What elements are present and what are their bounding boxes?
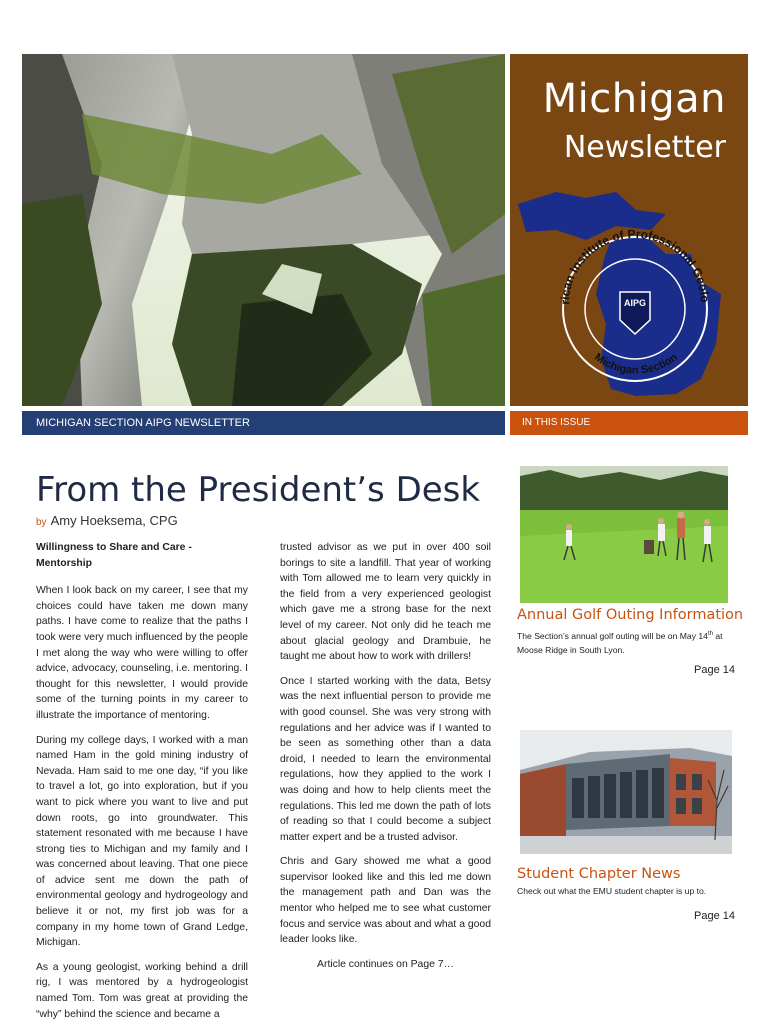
article-paragraph: Chris and Gary showed me what a good supervisor looked like and this led me down the management path and Dan was the mentor who helped me to see what customer focus and service was about and what a good leader looks like. xyxy=(280,856,491,946)
newsletter-title: Michigan xyxy=(542,76,726,122)
hero-photo-rock-arch xyxy=(22,54,505,406)
newsletter-subtitle: Newsletter xyxy=(563,130,726,165)
logo-bottom-text: Michigan Section xyxy=(592,351,680,377)
article-paragraph: trusted advisor as we put in over 400 soil borings to site a landfill. That year of working with Tom allowed me to learn very quickly in the field from a very experienced geologist which gave me a strong base for the next level of my career. Not only did he teach me about glacial geology and Drambuie, he taught me about how to work with drillers! xyxy=(280,542,491,663)
logo-center-text: AIPG xyxy=(623,298,647,308)
student-chapter-heading: Student Chapter News xyxy=(517,866,681,882)
article-paragraph: Once I started working with the data, Betsy was the next influential person to provide me with good counsel. She was very strong with regulations and her advice was if I wanted to be seen as something other than a data droid, I needed to learn the environmental regulations, how they applied to the work I was doing and how to help clients meet the regulations. This led me down the path of lots of reading so that I could become a subject matter expert and be a trusted advisor. xyxy=(280,675,491,843)
section-bar-in-this-issue: IN THIS ISSUE xyxy=(510,411,748,435)
student-page-reference: Page 14 xyxy=(694,910,735,922)
article-byline xyxy=(36,513,178,528)
golf-text-sup: th xyxy=(707,631,713,637)
byline-author: Amy Hoeksema, CPG xyxy=(50,513,178,528)
student-chapter-building-photo xyxy=(520,730,732,854)
article-paragraph: During my college days, I worked with a man named Ham in the gold mining industry of Nevada. Ham said to me one day, “if you like to travel a lot, go into exploration, but if you want to pick where you want to live and put down roots, go into groundwater. This statement resonated with me because I have strong ties to Michigan and my family and I was concerned about leaving. That one piece of advice sent me down the path of environmental geology and hydrogeology and believe it or not, my first job was for a company in my home town of Grand Ledge, Michigan. xyxy=(36,734,248,949)
golf-outing-text xyxy=(517,627,743,657)
article-column-1 xyxy=(36,540,248,1024)
section-bar-newsletter: MICHIGAN SECTION AIPG NEWSLETTER xyxy=(22,411,505,435)
golf-text-part: at Moose Ridge in South Lyon. xyxy=(517,630,723,655)
aipg-michigan-section-logo xyxy=(516,184,742,404)
byline-by: by xyxy=(36,517,47,528)
article-column-2 xyxy=(280,540,491,981)
article-paragraph: As a young geologist, working behind a drill rig, I was mentored by a hydrogeologist named Tom. Tom was great at providing the “why” behind the science and became a xyxy=(36,961,248,1020)
golf-page-reference: Page 14 xyxy=(694,664,735,676)
article-title: From the President’s Desk xyxy=(36,470,481,510)
article-continues-note: Article continues on Page 7… xyxy=(317,958,454,970)
golf-outing-photo xyxy=(520,466,728,603)
golf-outing-heading: Annual Golf Outing Information xyxy=(517,607,744,623)
logo-ring-text: rican Institute of Professional Geolo xyxy=(557,226,713,305)
masthead-panel xyxy=(510,54,748,406)
student-chapter-text: Check out what the EMU student chapter is up to. xyxy=(517,886,707,896)
article-paragraph: When I look back on my career, I see that my choices could have taken me down many paths. I have come to realize that the paths I took were very much influenced by the people I met along the way who were willing to offer advice, advocacy, counseling, i.e. mentoring. I thought for this newsletter, I would provide some of the turning points in my career to illustrate the importance of mentoring. xyxy=(36,585,248,721)
golf-text-part: The Section’s annual golf outing will be on May 14 xyxy=(517,630,708,641)
article-subhead: Willingness to Share and Care - Mentorship xyxy=(36,542,192,569)
